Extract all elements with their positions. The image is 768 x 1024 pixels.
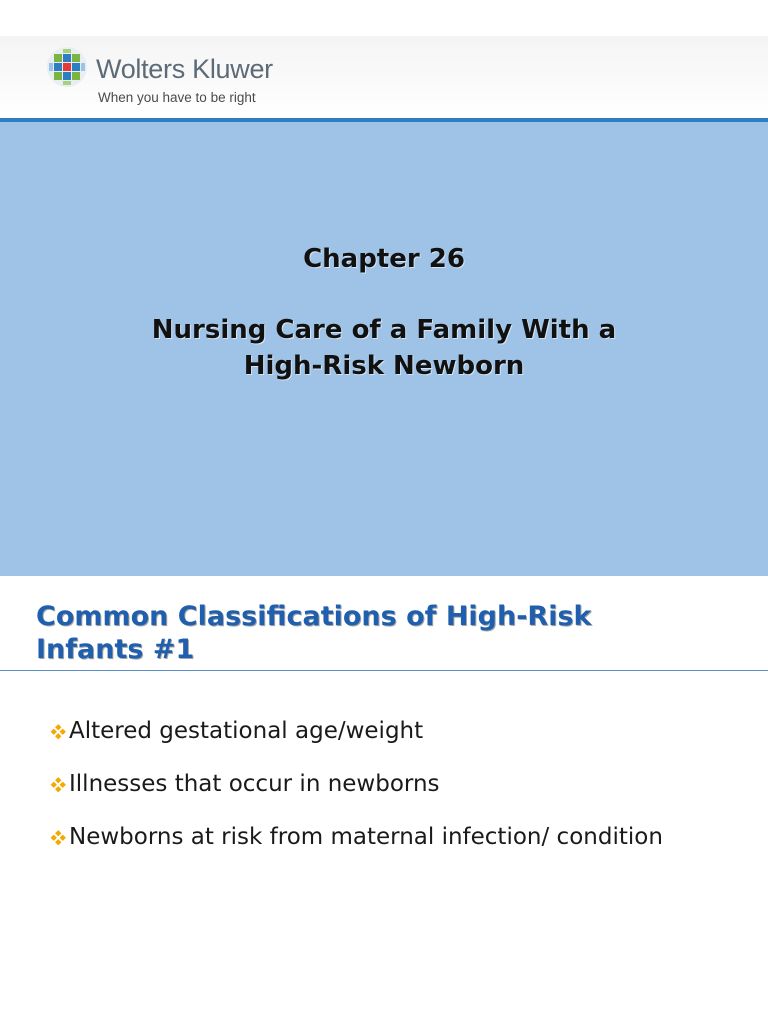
diamond-dots-icon: [48, 828, 68, 848]
list-item: [48, 810, 758, 863]
title-panel: [0, 122, 768, 576]
heading-line-2: Infants #1: [36, 634, 195, 665]
slide-heading: [36, 600, 736, 666]
bullet-text: Illnesses that occur in newborns: [69, 770, 440, 797]
company-logo: [46, 46, 306, 110]
diamond-dots-icon: [48, 722, 68, 742]
chapter-label: Chapter 26: [303, 244, 465, 274]
title-line-2: High-Risk Newborn: [243, 351, 525, 381]
heading-line-1: Common Classifications of High-Risk: [36, 601, 592, 632]
content-slide: [0, 576, 768, 1024]
bullet-text: Altered gestational age/weight: [69, 717, 424, 744]
logo-wordmark: Wolters Kluwer: [96, 54, 273, 84]
title-line-1: Nursing Care of a Family With a: [151, 315, 617, 345]
list-item: [48, 757, 758, 810]
diamond-dots-icon: [48, 775, 68, 795]
heading-divider: [0, 670, 768, 671]
slide-title: [0, 242, 768, 384]
logo-mark-icon: [46, 46, 88, 88]
bullet-text: Newborns at risk from maternal infection/ condition: [69, 823, 663, 850]
list-item: [48, 704, 758, 757]
bullet-list: [48, 704, 758, 863]
title-spacer: [0, 276, 768, 312]
logo-tagline: When you have to be right: [98, 90, 256, 105]
